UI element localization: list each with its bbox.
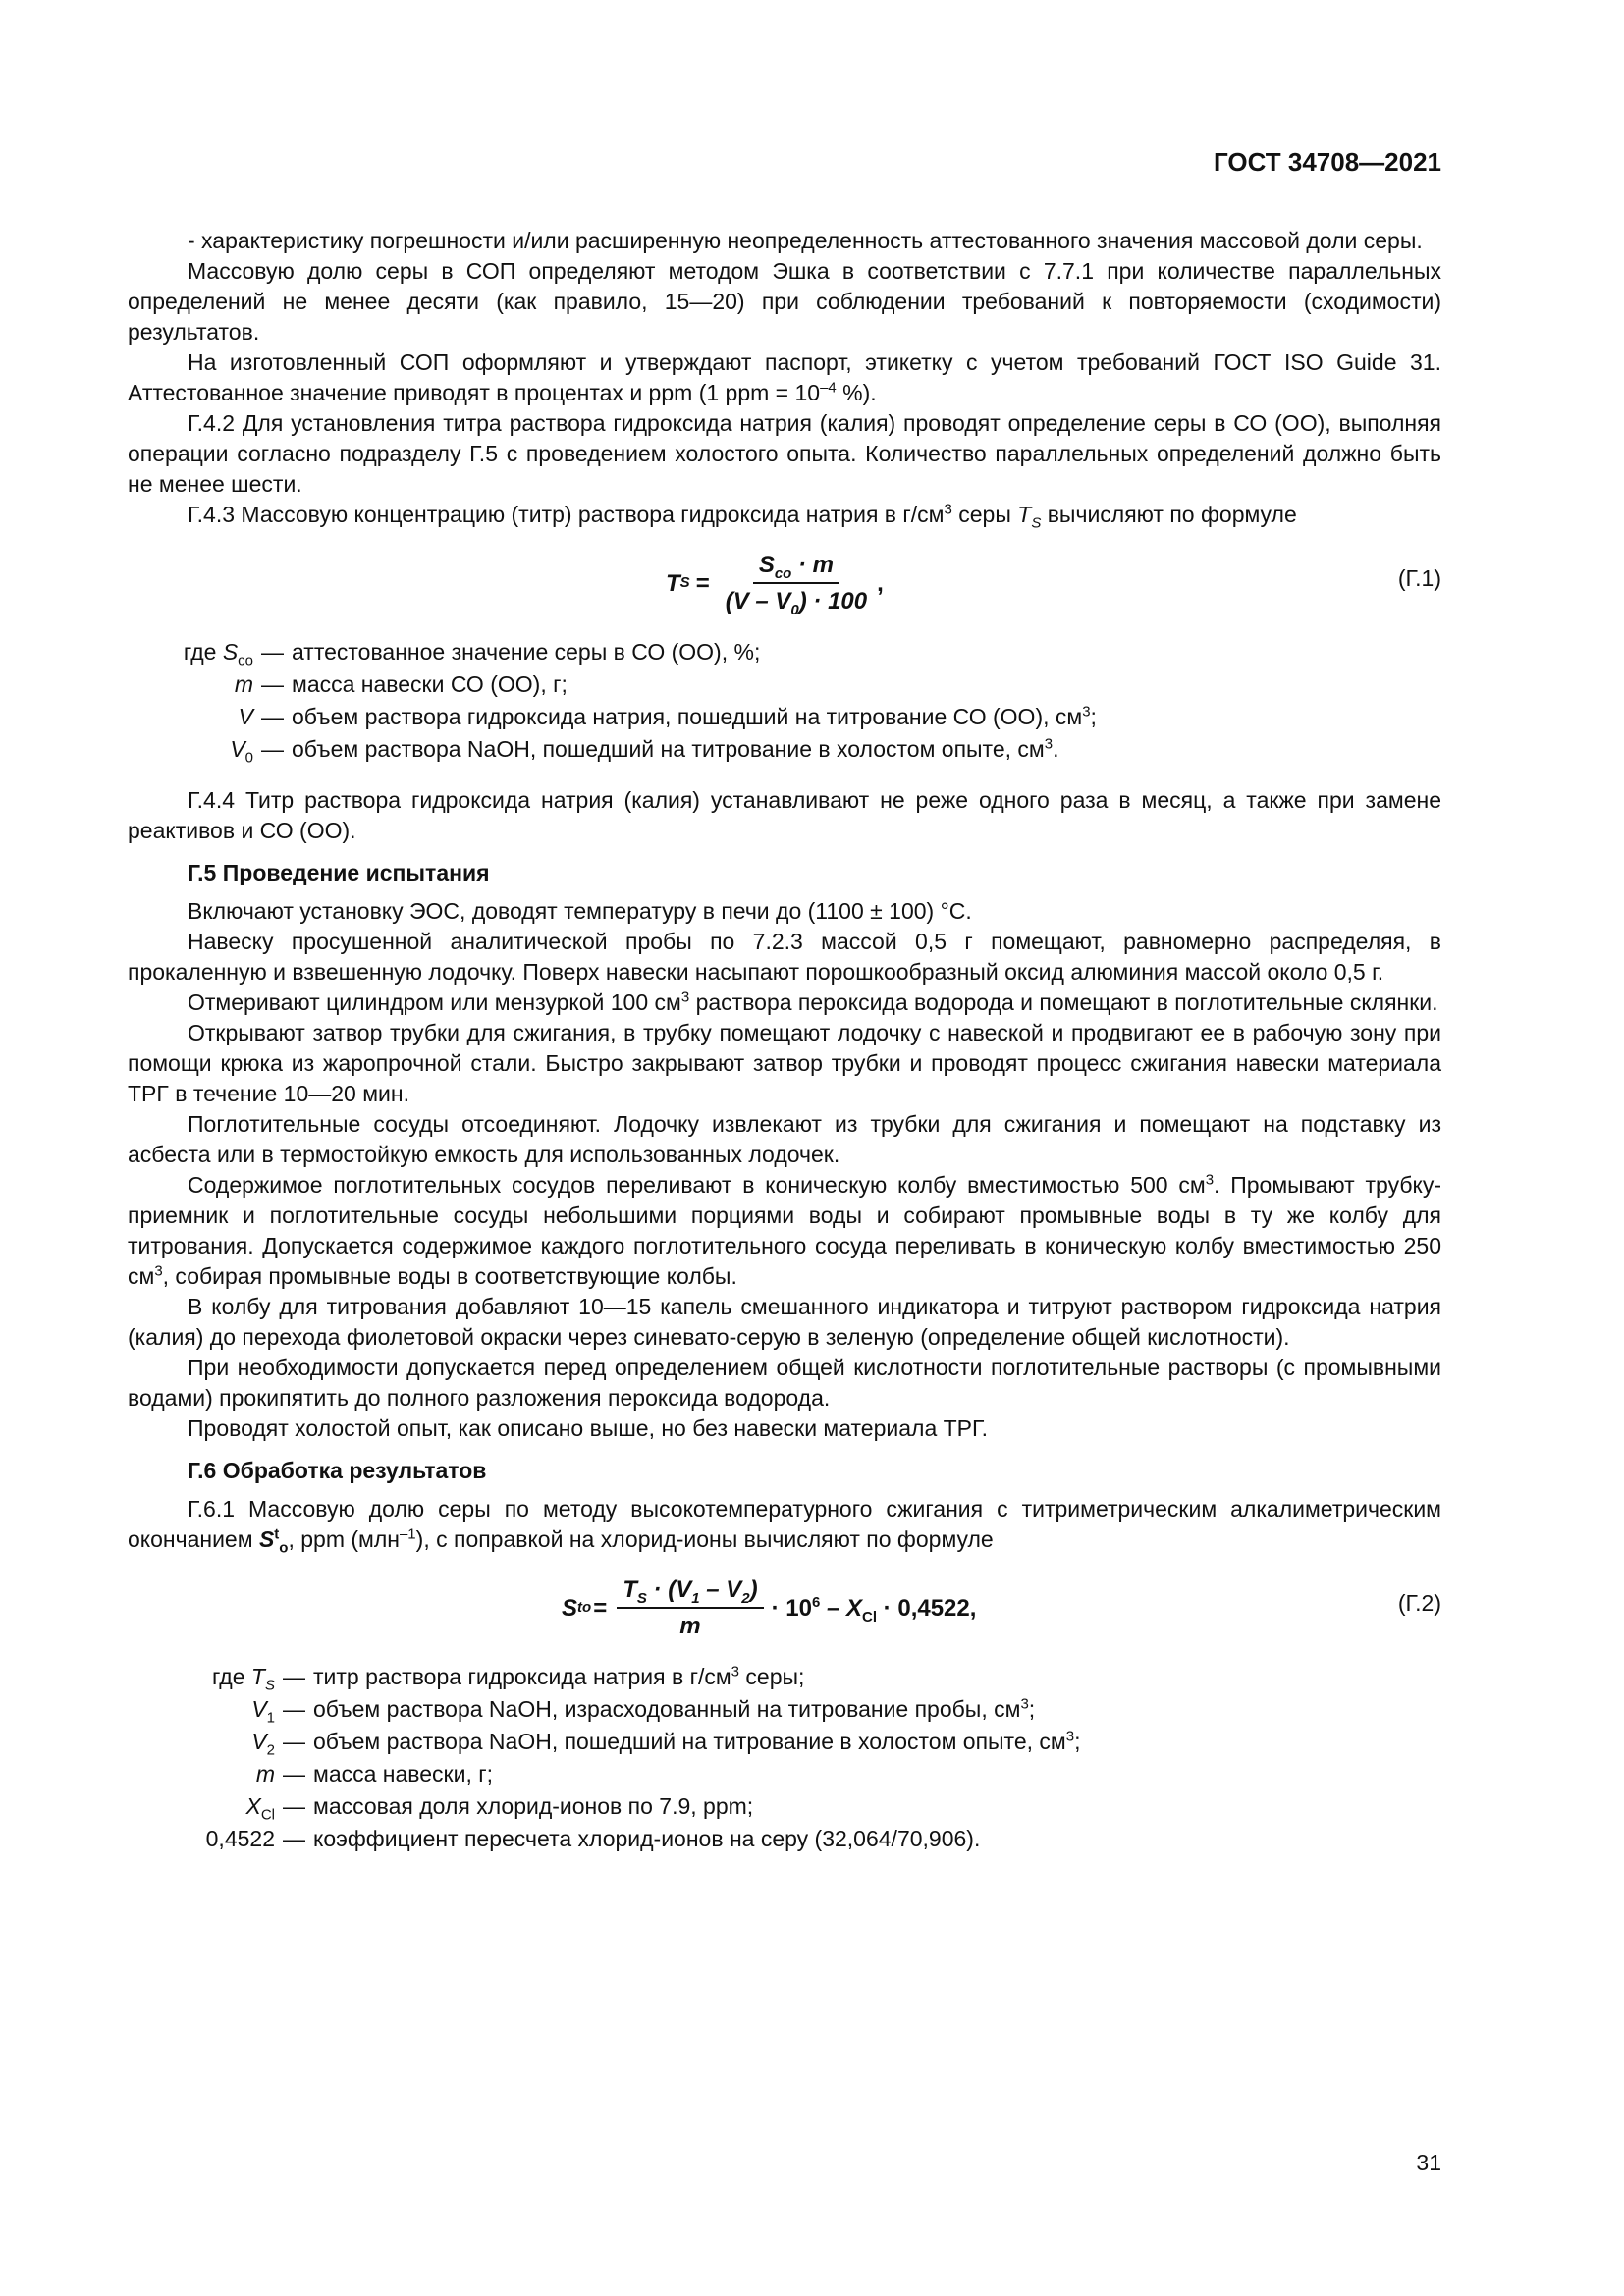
page-number: 31 bbox=[1416, 2150, 1441, 2175]
equation-number: (Г.2) bbox=[1397, 1590, 1441, 1616]
paragraph: Открывают затвор трубки для сжигания, в трубку помещают лодочку с навеской и продвигают ее в рабочую зону при помощи крюка из жаропрочной стали. Быстро закрывают затвор трубки и проводят процесс сжигания навески материала ТРГ в течение 10—20 мин. bbox=[128, 1020, 1441, 1106]
paragraph: Г.4.4 Титр раствора гидроксида натрия (калия) устанавливают не реже одного раза в месяц, а также при замене реактивов и СО (ОО). bbox=[128, 787, 1441, 843]
definition-row: m — масса навески СО (ОО), г; bbox=[234, 671, 568, 697]
document-id-header: ГОСТ 34708—2021 bbox=[1214, 147, 1441, 177]
paragraph: Навеску просушенной аналитической пробы по 7.2.3 массой 0,5 г помещают, равномерно распределяя, в прокаленную и взвешенную лодочку. Поверх навески насыпают порошкообразный оксид алюминия массой около 0,5 г. bbox=[128, 929, 1441, 985]
formula-g1-fraction: $\frac{S_{co} \cdot m}{(V - V_0) \cdot 100}$ bbox=[725, 552, 868, 618]
equation-number: (Г.1) bbox=[1397, 565, 1441, 591]
formula-g1: T S = $\frac{S_{co} \cdot m}{(V - V_0) \cdot 100}$ , (Г.1) bbox=[666, 552, 1441, 618]
definitions-g1 bbox=[128, 636, 1441, 766]
formula-g2-fraction: $\frac{T_S \cdot (V_1 - V_2)}{m}$ bbox=[617, 1575, 763, 1641]
definition-row: 0,4522 — коэффициент пересчета хлорид-ионов на серу (32,064/70,906). bbox=[205, 1826, 981, 1851]
paragraph: Поглотительные сосуды отсоединяют. Лодочку извлекают из трубки для сжигания и помещают на подставку из асбеста или в термостойкую емкость для использованных лодочек. bbox=[128, 1111, 1441, 1167]
paragraph: Содержимое поглотительных сосудов переливают в коническую колбу вместимостью 500 $см^3$. Промывают трубку-приемник и поглотительные сосуды небольшими порциями воды и собирают промывные воды в ту же колбу для титрования. Допускается содержимое каждого поглотительного сосуда переливать в коническую колбу вместимостью 250 $см^3$, собирая промывные воды в соответствующие колбы. bbox=[128, 1171, 1441, 1289]
paragraph: Г.4.3 Массовую концентрацию (титр) раствора гидроксида натрия в $г/см^3$ серы $T_S$ вычисляют по формуле bbox=[188, 501, 1297, 532]
definition-row: $V_1$ — объем раствора NaOH, израсходованный на титрование пробы, $см^3$; bbox=[251, 1695, 1036, 1727]
definition-row: где $T_S$ — титр раствора гидроксида натрия в $г/см^3$ серы; bbox=[211, 1663, 805, 1694]
paragraph: - характеристику погрешности и/или расширенную неопределенность аттестованного значения массовой доли серы. bbox=[188, 228, 1423, 253]
paragraph: При необходимости допускается перед определением общей кислотности поглотительные растворы (с промывными водами) прокипятить до полного разложения пероксида водорода. bbox=[128, 1355, 1441, 1411]
paragraph: Отмеривают цилиндром или мензуркой 100 $см^3$ раствора пероксида водорода и помещают в поглотительные склянки. bbox=[188, 988, 1438, 1015]
section-heading-g6: Г.6 Обработка результатов bbox=[188, 1458, 487, 1483]
paragraph: Г.6.1 Массовую долю серы по методу высокотемпературного сжигания с титриметрическим алкалиметрическим окончанием $S^t_o$, ppm (млн$^{-1}$), с поправкой на хлорид-ионы вычисляют по формуле bbox=[128, 1496, 1441, 1557]
definition-row: $X_{Cl}$ — массовая доля хлорид-ионов по 7.9, ppm; bbox=[245, 1793, 754, 1824]
section-heading-g5: Г.5 Проведение испытания bbox=[188, 860, 490, 885]
definition-row: где $S_{co}$ — аттестованное значение серы в СО (ОО), %; bbox=[183, 639, 761, 669]
paragraph: Включают установку ЭОС, доводят температуру в печи до (1100 ± 100) °С. bbox=[188, 898, 972, 924]
paragraph: Проводят холостой опыт, как описано выше, но без навески материала ТРГ. bbox=[188, 1415, 989, 1441]
paragraph: На изготовленный СОП оформляют и утверждают паспорт, этикетку с учетом требований ГОСТ ISO Guide 31. Аттестованное значение приводят в процентах и ppm (1 ppm = $10^{-4}$ %). bbox=[128, 349, 1441, 405]
paragraph: В колбу для титрования добавляют 10—15 капель смешанного индикатора и титруют раствором гидроксида натрия (калия) до перехода фиолетовой окраски через синевато-серую в зеленую (определение общей кислотности). bbox=[128, 1294, 1441, 1350]
paragraph: Г.4.2 Для установления титра раствора гидроксида натрия (калия) проводят определение серы в СО (ОО), выполняя операции согласно подразделу Г.5 с проведением холостого опыта. Количество параллельных определений должно быть не менее шести. bbox=[128, 410, 1441, 497]
page-body bbox=[128, 226, 1441, 1871]
definition-row: m — масса навески, г; bbox=[255, 1761, 494, 1787]
definition-row: $V_2$ — объем раствора NaOH, пошедший на титрование в холостом опыте, $см^3$; bbox=[251, 1728, 1081, 1759]
definition-row: V — объем раствора гидроксида натрия, пошедший на титрование СО (ОО), $см^3$; bbox=[238, 703, 1097, 729]
definitions-g2 bbox=[128, 1661, 1441, 1855]
definition-row: $V_0$ — объем раствора NaOH, пошедший на титрование в холостом опыте, $см^3$. bbox=[230, 735, 1059, 767]
paragraph: Массовую долю серы в СОП определяют методом Эшка в соответствии с 7.7.1 при количестве параллельных определений не менее десяти (как правило, 15—20) при соблюдении требований к повторяемости (сходимости) результатов. bbox=[128, 258, 1441, 345]
formula-g2: S t o = $\frac{T_S \cdot (V_1 - V_2)}{m}$ · $10^6 - X_{Cl} \cdot 0,4522$ , (Г.2) bbox=[562, 1576, 1441, 1639]
